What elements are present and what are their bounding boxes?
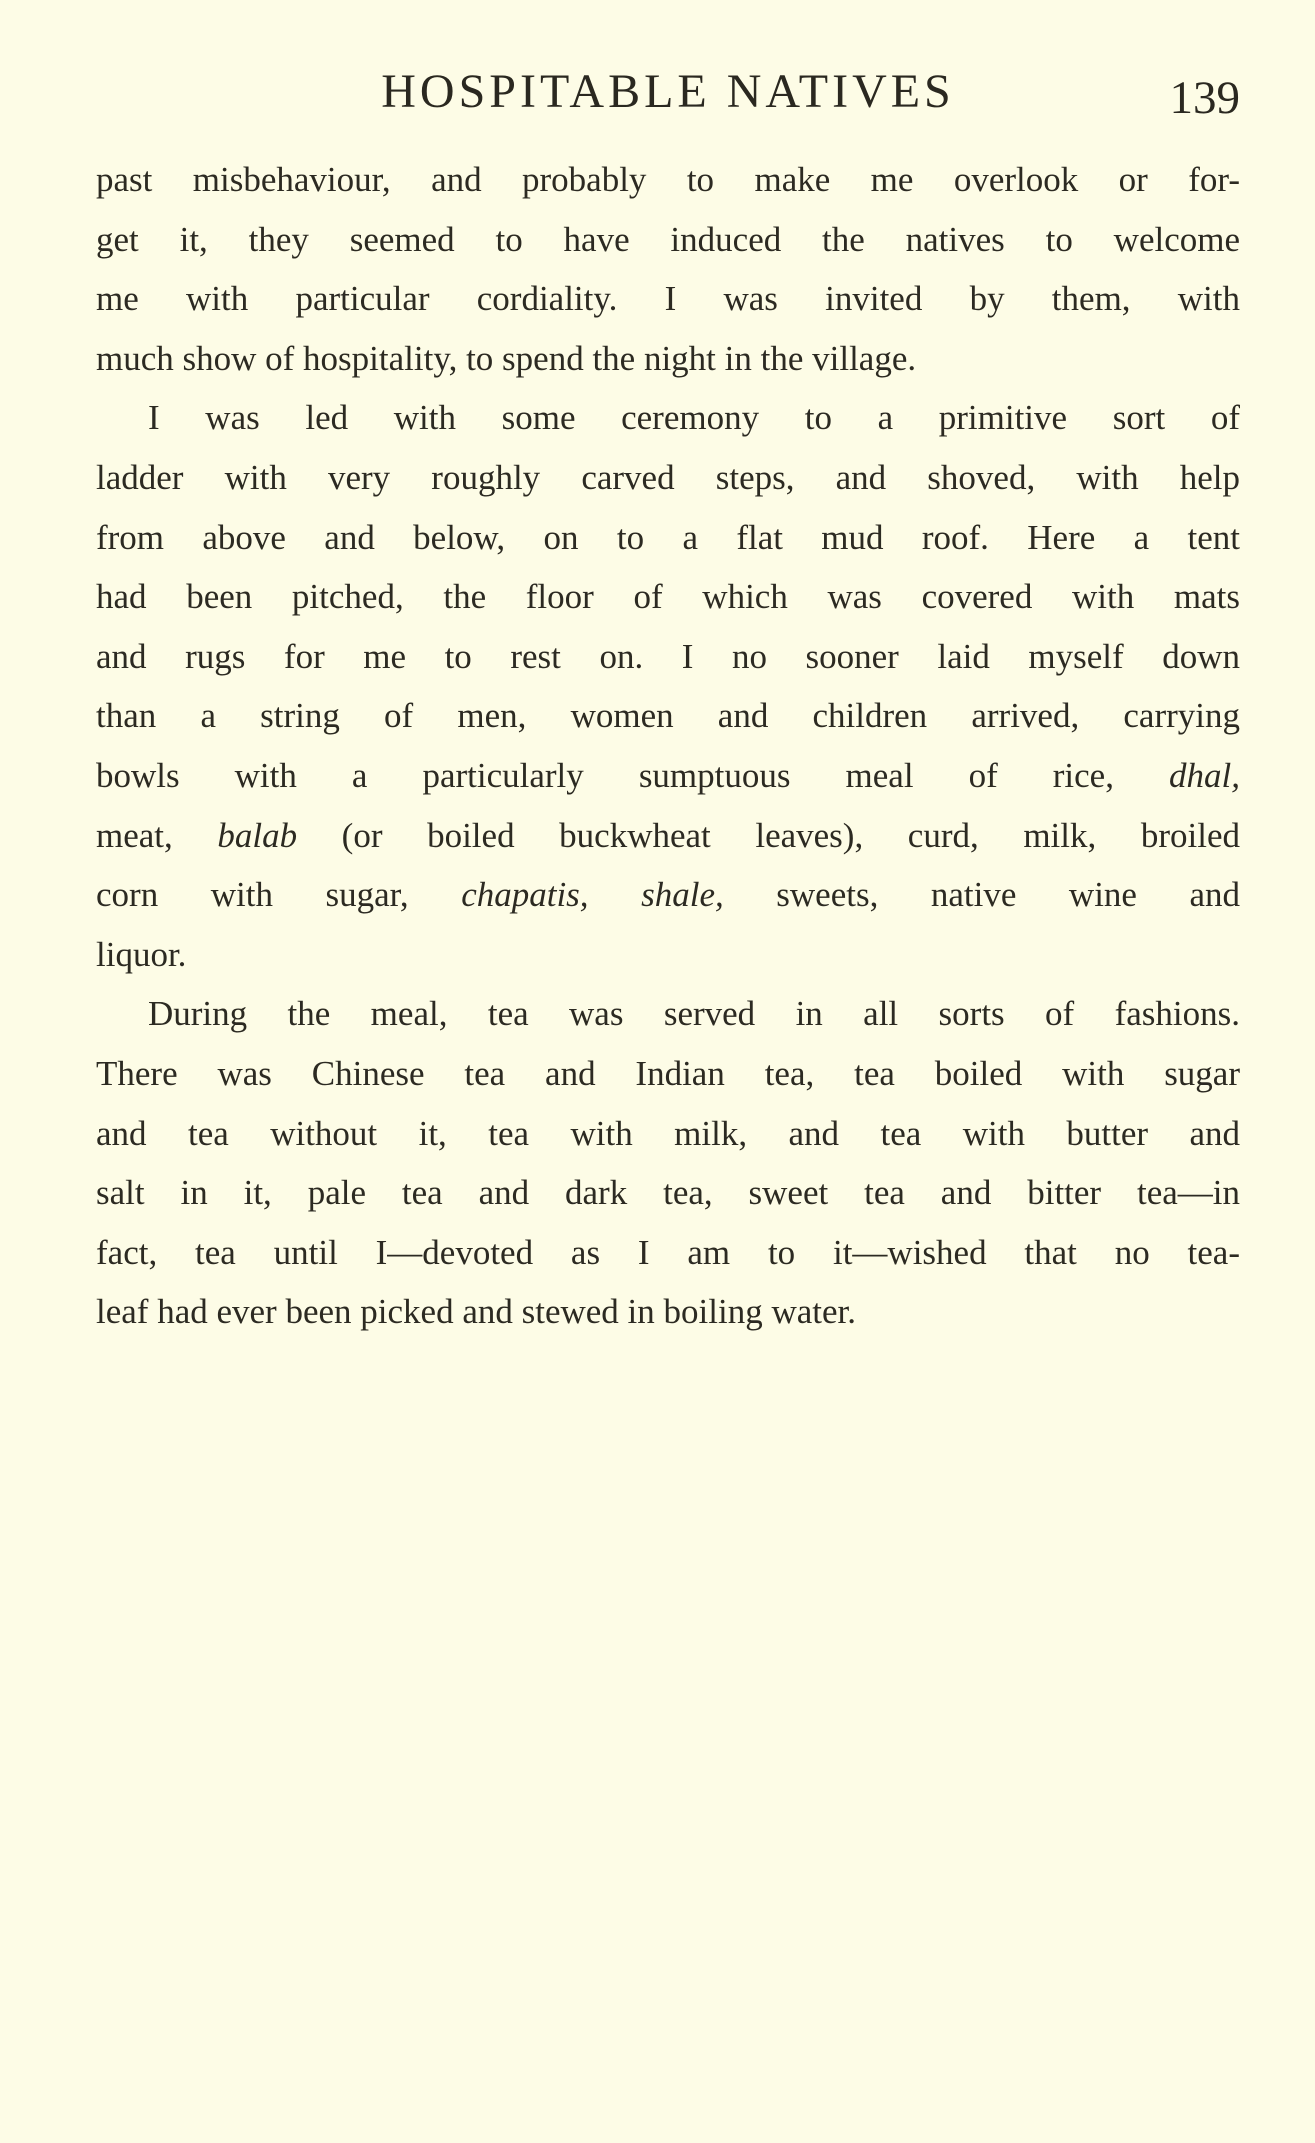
text-line [96, 269, 1240, 329]
text-run: get it, they seemed to have induced the natives to welcome [96, 219, 1240, 259]
paragraph [96, 984, 1240, 1342]
text-line [96, 508, 1240, 568]
page-number: 139 [1169, 72, 1240, 124]
text-line [96, 686, 1240, 746]
text-line [96, 210, 1240, 270]
text-run: bowls with a particularly sumptuous meal of rice, [96, 755, 1170, 795]
text-line [96, 1163, 1240, 1223]
paragraph [96, 150, 1240, 388]
text-run: During the meal, tea was served in all sorts of fashions. [148, 994, 1240, 1034]
text-run: leaf had ever been picked and stewed in boiling water. [96, 1292, 856, 1332]
text-run: sweets, native wine and [723, 875, 1240, 915]
text-line [96, 448, 1240, 508]
text-run: salt in it, pale tea and dark tea, sweet tea and bitter tea—in [96, 1173, 1240, 1213]
text-line [96, 984, 1240, 1044]
text-line [96, 1223, 1240, 1283]
text-run [589, 875, 642, 914]
text-run: fact, tea until I—devoted as I am to it—wished that no tea- [96, 1232, 1240, 1272]
text-run: past misbehaviour, and probably to make me overlook or for- [96, 160, 1240, 199]
text-run: than a string of men, women and children arrived, carrying [96, 696, 1240, 736]
body-text [96, 150, 1240, 1342]
text-line [96, 567, 1240, 627]
running-head-title: HOSPITABLE NATIVES [381, 65, 955, 118]
text-run: There was Chinese tea and Indian tea, tea boiled with sugar [96, 1053, 1240, 1093]
running-head [96, 62, 1240, 122]
text-run: (or boiled buckwheat leaves), curd, milk, broiled [297, 815, 1240, 855]
text-run: I was led with some ceremony to a primitive sort of [148, 398, 1240, 438]
italic-term: shale, [641, 875, 724, 915]
text-run: corn with sugar, [96, 875, 462, 915]
italic-term: chapatis, [461, 875, 589, 915]
italic-term: balab [217, 815, 298, 855]
text-run: from above and below, on to a flat mud roof. Here a tent [96, 517, 1240, 557]
text-line [96, 746, 1240, 806]
text-run: liquor. [96, 934, 187, 974]
text-run: much show of hospitality, to spend the night in the village. [96, 338, 917, 378]
text-run: me with particular cordiality. I was invited by them, with [96, 279, 1240, 319]
text-line [96, 865, 1240, 925]
text-line [96, 1044, 1240, 1104]
text-run: had been pitched, the floor of which was covered with mats [96, 577, 1240, 617]
text-line [96, 627, 1240, 687]
text-run: meat, [96, 815, 218, 855]
text-run: ladder with very roughly carved steps, and shoved, with help [96, 457, 1240, 497]
text-line [96, 1282, 1240, 1342]
text-line [96, 925, 1240, 985]
text-line [96, 150, 1240, 210]
text-line [96, 806, 1240, 866]
paragraph [96, 388, 1240, 984]
italic-term: dhal, [1169, 755, 1240, 795]
text-run: and tea without it, tea with milk, and tea with butter and [96, 1113, 1240, 1153]
text-run: and rugs for me to rest on. I no sooner laid myself down [96, 636, 1240, 676]
text-line [96, 329, 1240, 389]
text-line [96, 1104, 1240, 1164]
text-line [96, 388, 1240, 448]
